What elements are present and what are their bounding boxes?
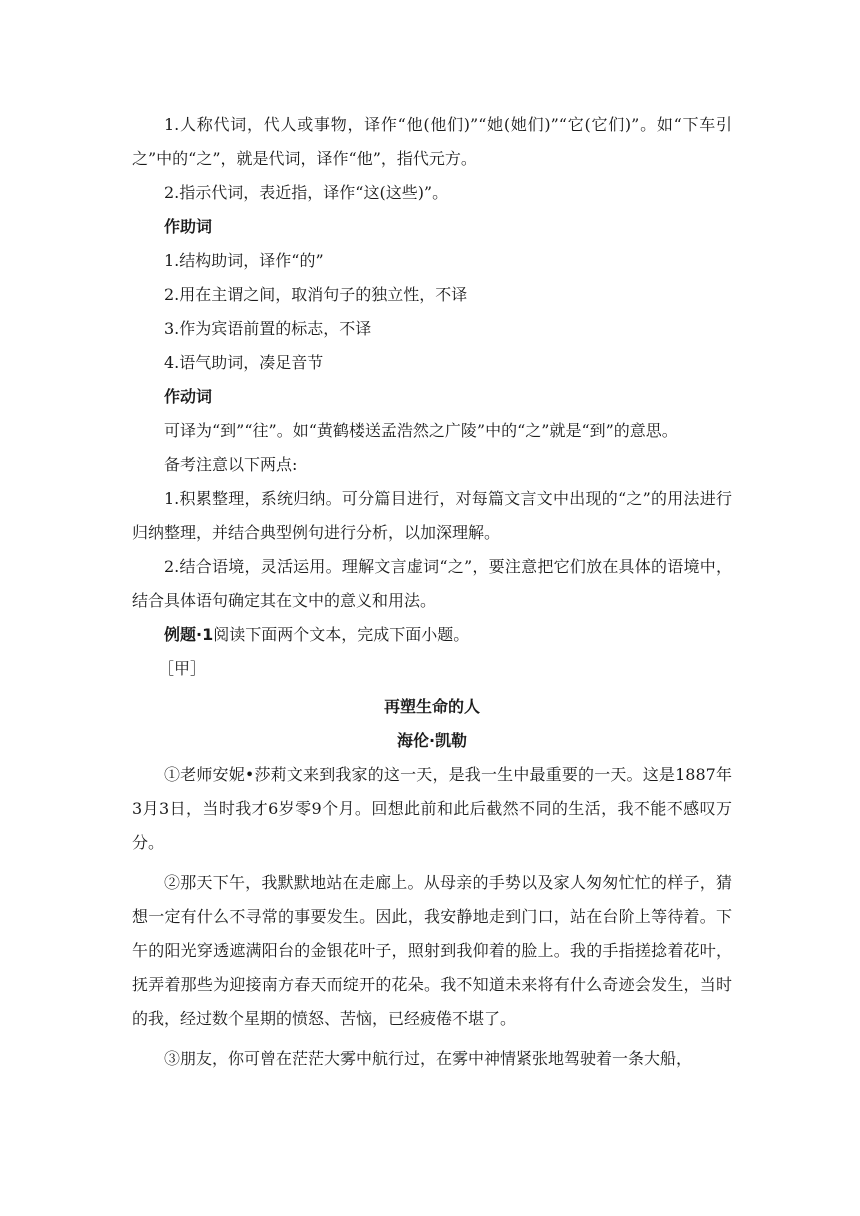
article-paragraph-2: ②那天下午，我默默地站在走廊上。从母亲的手势以及家人匆匆忙忙的样子，猜想一定有什么不寻常的事要发生。因此，我安静地走到门口，站在台阶上等待着。下午的阳光穿透遮满阳台的金银花叶子，照射到我仰着的脸上。我的手指搓捻着花叶，抚弄着那些为迎接南方春天而绽开的花朵。我不知道未来将有什么奇迹会发生，当时的我，经过数个星期的愤怒、苦恼，已经疲倦不堪了。 [132, 873, 732, 1028]
paragraph-verb: 可译为“到”“往”。如“黄鹤楼送孟浩然之广陵”中的“之”就是“到”的意思。 [164, 421, 678, 440]
paragraph-exam-tip-1: 1.积累整理，系统归纳。可分篇目进行，对每篇文言文中出现的“之”的用法进行归纳整理，并结合典型例句进行分析，以加深理解。 [132, 489, 732, 542]
article-author: 海伦·凯勒 [396, 731, 468, 750]
article-paragraph-3: ③朋友，你可曾在茫茫大雾中航行过，在雾中神情紧张地驾驶着一条大船， [164, 1049, 693, 1068]
heading-verb: 作动词 [164, 387, 213, 406]
document-page [132, 108, 732, 1076]
text-marker-jia: ［甲］ [158, 659, 207, 678]
paragraph-pronoun-personal: 1.人称代词，代人或事物，译作“他(他们)”“她(她们)”“它(它们)”。如“下车引之”中的“之”，就是代词，译作“他”，指代元方。 [132, 115, 732, 168]
paragraph-exam-tip-2: 2.结合语境，灵活运用。理解文言虚词“之”，要注意把它们放在具体的语境中，结合具体语句确定其在文中的意义和用法。 [132, 557, 732, 610]
example-question [132, 618, 732, 652]
heading-auxiliary: 作助词 [164, 217, 213, 236]
list-item-auxiliary-1: 1.结构助词，译作“的” [164, 251, 324, 270]
list-item-auxiliary-4: 4.语气助词，凑足音节 [164, 353, 324, 372]
article-paragraph-1: ①老师安妮•莎莉文来到我家的这一天，是我一生中最重要的一天。这是1887年3月3日，当时我才6岁零9个月。回想此前和此后截然不同的生活，我不能不感叹万分。 [132, 765, 732, 852]
example-label: 例题·1 [164, 625, 214, 644]
article-title: 再塑生命的人 [383, 697, 480, 716]
list-item-auxiliary-2: 2.用在主谓之间，取消句子的独立性，不译 [164, 285, 468, 304]
list-item-auxiliary-3: 3.作为宾语前置的标志，不译 [164, 319, 372, 338]
example-text: 阅读下面两个文本，完成下面小题。 [213, 625, 470, 644]
paragraph-exam-tips-intro: 备考注意以下两点: [164, 455, 298, 474]
paragraph-pronoun-demonstrative: 2.指示代词，表近指，译作“这(这些)”。 [164, 183, 449, 202]
